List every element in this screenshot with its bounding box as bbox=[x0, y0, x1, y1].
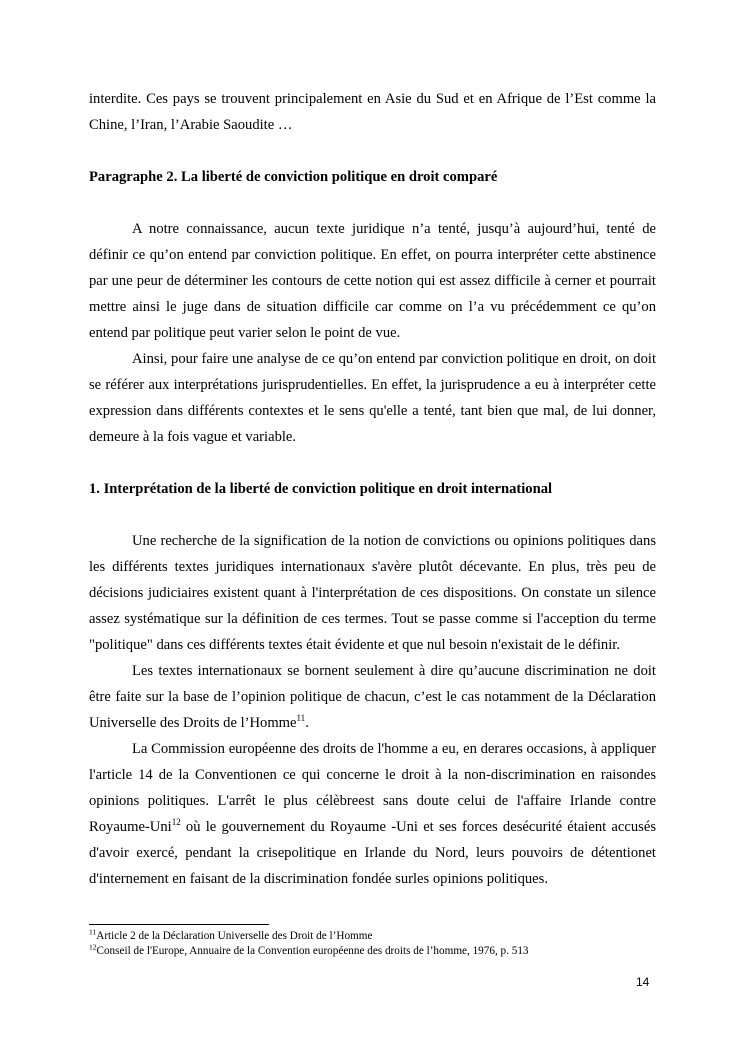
footnote-separator bbox=[89, 924, 269, 925]
paragraph-text: Les textes internationaux se bornent seulement à dire qu’aucune discrimination ne doit être faite sur la base de l’opinion politique de chacun, c’est le cas notamment de la Déclaration Universelle des Droits de l’Homme bbox=[89, 663, 656, 731]
footnote-reference: 12 bbox=[171, 817, 181, 828]
section-heading-interpretation: 1. Interprétation de la liberté de conviction politique en droit international bbox=[89, 481, 553, 497]
body-text bbox=[89, 86, 656, 892]
paragraph: Ainsi, pour faire une analyse de ce qu’on entend par conviction politique en droit, on doit se référer aux interprétations jurisprudentielles. En effet, la jurisprudence a eu à interpréter cette expression dans différents contextes et le sens qu'elle a tenté, tant bien que mal, de lui donner, demeure à la fois vague et variable. bbox=[89, 351, 656, 445]
paragraph-text: . bbox=[305, 715, 309, 731]
paragraph: Une recherche de la signification de la notion de convictions ou opinions politiques dans les différents textes juridiques internationaux s'avère plutôt décevante. En plus, très peu de décisions judiciaires existent quant à l'interprétation de ces dispositions. On constate un silence assez systématique sur la définition de ces termes. Tout se passe comme si l'acception du terme "politique" dans ces différents textes était évidente et que nul besoin n'existait de le définir. bbox=[89, 533, 656, 653]
paragraph-text: où le gouvernement du Royaume -Uni et ses forces desécurité étaient accusés d'avoir exercé, pendant la crisepolitique en Irlande du Nord, leurs pouvoirs de détentionet d'internement en faisant de la discrimination fondée surles opinions politiques. bbox=[89, 819, 656, 887]
paragraph-continuation: interdite. Ces pays se trouvent principalement en Asie du Sud et en Afrique de l’Est comme la Chine, l’Iran, l’Arabie Saoudite … bbox=[89, 91, 656, 133]
footnote-number: 12 bbox=[89, 942, 97, 952]
footnote-text: Conseil de l'Europe, Annuaire de la Convention européenne des droits de l’homme, 1976, p. 513 bbox=[96, 945, 529, 957]
paragraph bbox=[89, 658, 656, 736]
section-heading-paragraphe-2: Paragraphe 2. La liberté de conviction politique en droit comparé bbox=[89, 169, 498, 185]
page-number: 14 bbox=[636, 975, 650, 989]
footnote bbox=[89, 944, 689, 959]
footnote-number: 11 bbox=[89, 927, 97, 937]
paragraph bbox=[89, 736, 656, 892]
footnote-reference: 11 bbox=[296, 713, 306, 724]
paragraph: A notre connaissance, aucun texte juridique n’a tenté, jusqu’à aujourd’hui, tenté de définir ce qu’on entend par conviction politique. En effet, on pourra interpréter cette abstinence par une peur de déterminer les contours de cette notion qui est assez difficile à cerner et pourrait mettre ainsi le juge dans de situation difficile car comme on l’a vu précédemment ce qu’on entend par politique peut varier selon le point de vue. bbox=[89, 221, 656, 341]
footnotes bbox=[89, 929, 689, 959]
paragraph-text: La Commission européenne des droits de l'homme a eu, en derares occasions, à appliquer l'article 14 de la Conventionen ce qui concerne le droit à la non-discrimination en raisondes opinions politiques. L'arrêt le plus célèbreest sans doute celui de l'affaire Irlande contre Royaume-Uni bbox=[89, 741, 656, 835]
footnote bbox=[89, 929, 689, 944]
footnote-text: Article 2 de la Déclaration Universelle des Droit de l’Homme bbox=[96, 930, 373, 942]
